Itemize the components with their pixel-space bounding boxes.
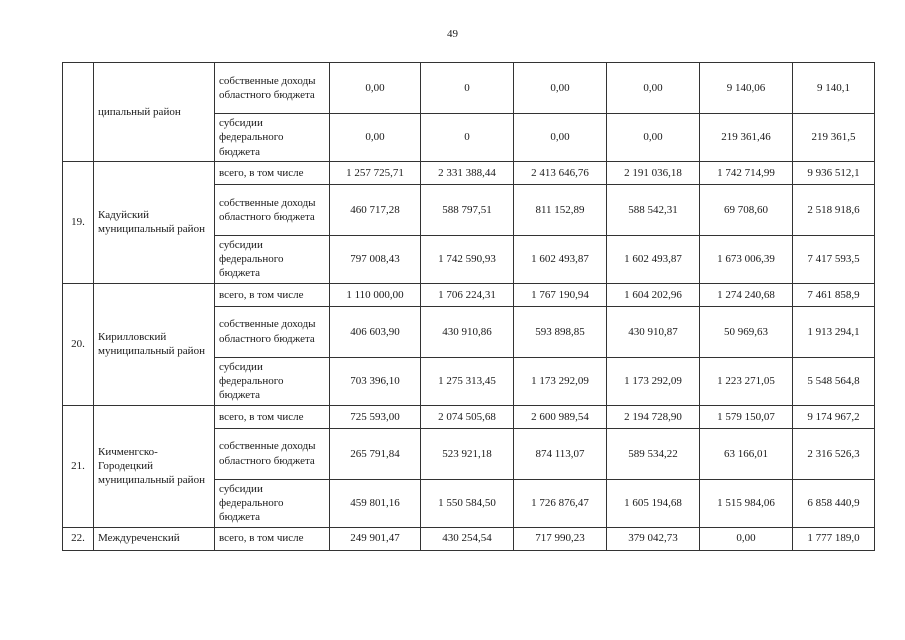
value-cell: 1 550 584,50 (421, 479, 514, 527)
value-cell: 379 042,73 (607, 527, 700, 550)
value-cell: 0,00 (700, 527, 793, 550)
value-cell: 1 742 590,93 (421, 235, 514, 283)
funding-type: собственные доходы областного бюджета (215, 184, 330, 235)
value-cell: 219 361,46 (700, 114, 793, 162)
value-cell: 1 602 493,87 (514, 235, 607, 283)
value-cell: 589 534,22 (607, 428, 700, 479)
value-cell: 593 898,85 (514, 306, 607, 357)
funding-type: всего, в том числе (215, 527, 330, 550)
table-row (63, 527, 875, 550)
value-cell: 459 801,16 (330, 479, 421, 527)
row-number: 20. (63, 283, 94, 405)
value-cell: 0,00 (330, 63, 421, 114)
value-cell: 7 461 858,9 (793, 283, 875, 306)
value-cell: 2 191 036,18 (607, 161, 700, 184)
value-cell: 1 673 006,39 (700, 235, 793, 283)
district-name: Междуреченский (94, 527, 215, 550)
value-cell: 2 194 728,90 (607, 405, 700, 428)
value-cell: 69 708,60 (700, 184, 793, 235)
value-cell: 797 008,43 (330, 235, 421, 283)
value-cell: 0,00 (607, 114, 700, 162)
value-cell: 7 417 593,5 (793, 235, 875, 283)
value-cell: 2 074 505,68 (421, 405, 514, 428)
value-cell: 1 777 189,0 (793, 527, 875, 550)
value-cell: 703 396,10 (330, 357, 421, 405)
funding-type: собственные доходы областного бюджета (215, 63, 330, 114)
value-cell: 430 910,87 (607, 306, 700, 357)
value-cell: 219 361,5 (793, 114, 875, 162)
value-cell: 725 593,00 (330, 405, 421, 428)
value-cell: 1 579 150,07 (700, 405, 793, 428)
funding-type: собственные доходы областного бюджета (215, 306, 330, 357)
value-cell: 1 515 984,06 (700, 479, 793, 527)
value-cell: 1 742 714,99 (700, 161, 793, 184)
value-cell: 1 605 194,68 (607, 479, 700, 527)
value-cell: 0,00 (607, 63, 700, 114)
value-cell: 0,00 (330, 114, 421, 162)
value-cell: 1 173 292,09 (607, 357, 700, 405)
value-cell: 811 152,89 (514, 184, 607, 235)
table-row (63, 283, 875, 306)
value-cell: 523 921,18 (421, 428, 514, 479)
value-cell: 5 548 564,8 (793, 357, 875, 405)
funding-type: субсидии федерального бюджета (215, 235, 330, 283)
value-cell: 1 110 000,00 (330, 283, 421, 306)
funding-type: всего, в том числе (215, 283, 330, 306)
table-row (63, 405, 875, 428)
value-cell: 1 257 725,71 (330, 161, 421, 184)
funding-type: субсидии федерального бюджета (215, 479, 330, 527)
value-cell: 63 166,01 (700, 428, 793, 479)
value-cell: 460 717,28 (330, 184, 421, 235)
value-cell: 2 518 918,6 (793, 184, 875, 235)
value-cell: 1 706 224,31 (421, 283, 514, 306)
value-cell: 9 140,06 (700, 63, 793, 114)
row-number: 19. (63, 161, 94, 283)
funding-type: субсидии федерального бюджета (215, 114, 330, 162)
row-number: 21. (63, 405, 94, 527)
district-name: Кирилловский муниципальный район (94, 283, 215, 405)
value-cell: 2 413 646,76 (514, 161, 607, 184)
value-cell: 2 331 388,44 (421, 161, 514, 184)
value-cell: 1 173 292,09 (514, 357, 607, 405)
value-cell: 2 600 989,54 (514, 405, 607, 428)
value-cell: 0,00 (514, 114, 607, 162)
value-cell: 588 542,31 (607, 184, 700, 235)
value-cell: 1 726 876,47 (514, 479, 607, 527)
value-cell: 430 254,54 (421, 527, 514, 550)
value-cell: 1 604 202,96 (607, 283, 700, 306)
funding-type: субсидии федерального бюджета (215, 357, 330, 405)
value-cell: 1 767 190,94 (514, 283, 607, 306)
value-cell: 6 858 440,9 (793, 479, 875, 527)
value-cell: 717 990,23 (514, 527, 607, 550)
value-cell: 50 969,63 (700, 306, 793, 357)
district-name: Кадуйский муниципальный район (94, 161, 215, 283)
funding-type: всего, в том числе (215, 161, 330, 184)
budget-table (62, 62, 875, 551)
value-cell: 2 316 526,3 (793, 428, 875, 479)
funding-type: всего, в том числе (215, 405, 330, 428)
value-cell: 0 (421, 63, 514, 114)
value-cell: 9 174 967,2 (793, 405, 875, 428)
value-cell: 265 791,84 (330, 428, 421, 479)
table-row (63, 63, 875, 114)
value-cell: 1 223 271,05 (700, 357, 793, 405)
district-name: Кичменгско-Городецкий муниципальный район (94, 405, 215, 527)
value-cell: 0 (421, 114, 514, 162)
value-cell: 588 797,51 (421, 184, 514, 235)
value-cell: 9 140,1 (793, 63, 875, 114)
page-number: 49 (447, 28, 458, 40)
funding-type: собственные доходы областного бюджета (215, 428, 330, 479)
district-name: ципальный район (94, 63, 215, 162)
value-cell: 249 901,47 (330, 527, 421, 550)
value-cell: 430 910,86 (421, 306, 514, 357)
table-row (63, 161, 875, 184)
value-cell: 1 275 313,45 (421, 357, 514, 405)
value-cell: 0,00 (514, 63, 607, 114)
value-cell: 9 936 512,1 (793, 161, 875, 184)
row-number (63, 63, 94, 162)
row-number: 22. (63, 527, 94, 550)
value-cell: 1 274 240,68 (700, 283, 793, 306)
value-cell: 406 603,90 (330, 306, 421, 357)
value-cell: 1 913 294,1 (793, 306, 875, 357)
value-cell: 1 602 493,87 (607, 235, 700, 283)
value-cell: 874 113,07 (514, 428, 607, 479)
